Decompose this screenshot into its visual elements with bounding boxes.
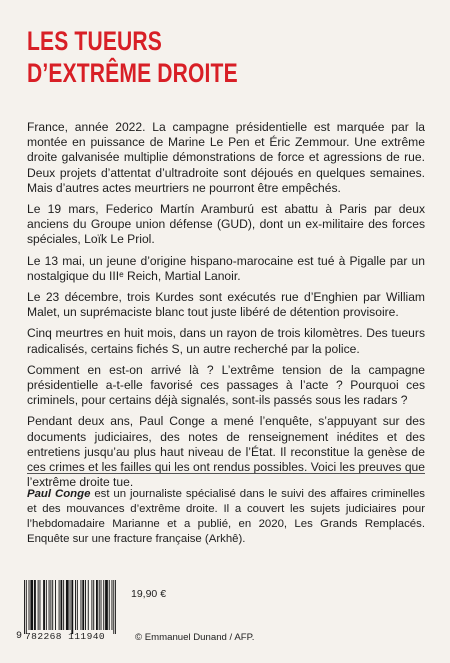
bio-magazine: Marianne: [112, 518, 160, 530]
divider: [27, 473, 425, 474]
barcode: [16, 576, 116, 656]
barcode-bar: [59, 580, 60, 630]
bio-text: est un journaliste spécialisé dans le suivi des affaires criminelles et des mouvances d’extrême droite. Il a couvert les sujets judiciaires pour l’hebdomadaire: [27, 488, 425, 530]
barcode-bar: [91, 580, 92, 630]
barcode-number: 782268 111940: [25, 631, 106, 642]
blurb-paragraph: Comment en est-on arrivé là ? L’extrême tension de la campagne présidentielle a-t-elle favorisé ces passages à l’acte ? Pourquoi ces criminels, pour certains déjà signalés, sont-ils passés sous les radars ?: [27, 362, 425, 408]
blurb-paragraph: Le 23 décembre, trois Kurdes sont exécutés rue d’Enghien par William Malet, un suprémaciste blanc tout juste libéré de détention provisoire.: [27, 290, 425, 320]
blurb-paragraph: France, année 2022. La campagne présidentielle est marquée par la montée en puissance de Marine Le Pen et Éric Zemmour. Une extrême droite galvanisée multiplie démonstrations de force et agressions de rue. Deux projets d’attentat d’ultradroite sont déjoués en quelques semaines. Mais d’autres actes meurtriers ne pourront être empêchés.: [27, 120, 425, 195]
barcode-bar: [38, 580, 39, 630]
barcode-bar: [63, 580, 64, 630]
blurb-paragraph: Le 19 mars, Federico Martín Aramburú est abattu à Paris par deux anciens du Groupe union défense (GUD), dont un ex-militaire des forces spéciales, Loïk Le Priol.: [27, 202, 425, 247]
photo-credit: © Emmanuel Dunand / AFP.: [135, 632, 255, 643]
bio-text: et a publié, en 2020,: [159, 518, 295, 530]
barcode-bar: [52, 580, 53, 630]
barcode-bar: [93, 580, 94, 630]
barcode-bar: [115, 580, 116, 634]
barcode-bar: [101, 580, 102, 630]
barcode-bar: [113, 580, 114, 634]
blurb: [27, 120, 425, 496]
barcode-bar: [34, 580, 36, 630]
barcode-bar: [39, 580, 40, 630]
barcode-bar: [81, 580, 82, 630]
barcode-bar: [66, 580, 69, 630]
barcode-bar: [88, 580, 89, 630]
barcode-bar: [43, 580, 45, 630]
bio-text: ).: [238, 533, 246, 545]
barcode-bar: [85, 580, 86, 630]
barcode-bar: [111, 580, 112, 630]
barcode-bar: [50, 580, 51, 630]
barcode-bar: [30, 580, 33, 630]
barcode-bars: [24, 580, 116, 636]
barcode-bar: [26, 580, 27, 634]
blurb-paragraph: Cinq meurtres en huit mois, dans un rayon de trois kilomètres. Des tueurs radicalisés, certains fichés S, un autre recherché par la police.: [27, 326, 425, 356]
title-line-2: D’EXTRÊME DROITE: [27, 58, 238, 88]
barcode-bar: [70, 580, 71, 630]
blurb-paragraph: Pendant deux ans, Paul Conge a mené l’enquête, s’appuyant sur des documents judiciaires, des notes de renseignement inédites et des entretiens jusqu’au plus haut niveau de l’État. Il reconstitue la genèse de ces crimes et les failles qui les ont rendus possibles. Voici les preuves que l’extrême droite tue.: [27, 414, 425, 490]
author-name: Paul Conge: [27, 488, 91, 500]
title-line-1: LES TUEURS: [27, 26, 162, 56]
barcode-bar: [49, 580, 50, 630]
blurb-paragraph: Le 13 mai, un jeune d’origine hispano-marocaine est tué à Pigalle par un nostalgique du IIIᵉ Reich, Martial Lanoir.: [27, 253, 425, 283]
barcode-bar: [60, 580, 62, 630]
author-bio: [27, 487, 425, 547]
barcode-bar: [46, 580, 47, 630]
barcode-bar: [29, 580, 30, 630]
barcode-bar: [55, 580, 56, 630]
bio-text: (: [201, 533, 209, 545]
barcode-bar: [96, 580, 98, 630]
price: 19,90 €: [131, 588, 167, 600]
barcode-bar: [75, 580, 76, 630]
bio-publisher: Arkhê: [208, 533, 239, 545]
barcode-bar: [24, 580, 25, 634]
barcode-lead-digit: 9: [16, 631, 23, 642]
book-title: [27, 25, 238, 89]
barcode-bar: [99, 580, 100, 630]
barcode-bar: [71, 580, 73, 634]
barcode-bar: [105, 580, 108, 630]
barcode-bar: [77, 580, 78, 630]
barcode-bar: [103, 580, 104, 630]
barcode-bar: [109, 580, 110, 630]
barcode-bar: [82, 580, 84, 630]
bio-book-title: Les Grands Remplacés. Enquête sur une fracture française: [27, 518, 425, 545]
